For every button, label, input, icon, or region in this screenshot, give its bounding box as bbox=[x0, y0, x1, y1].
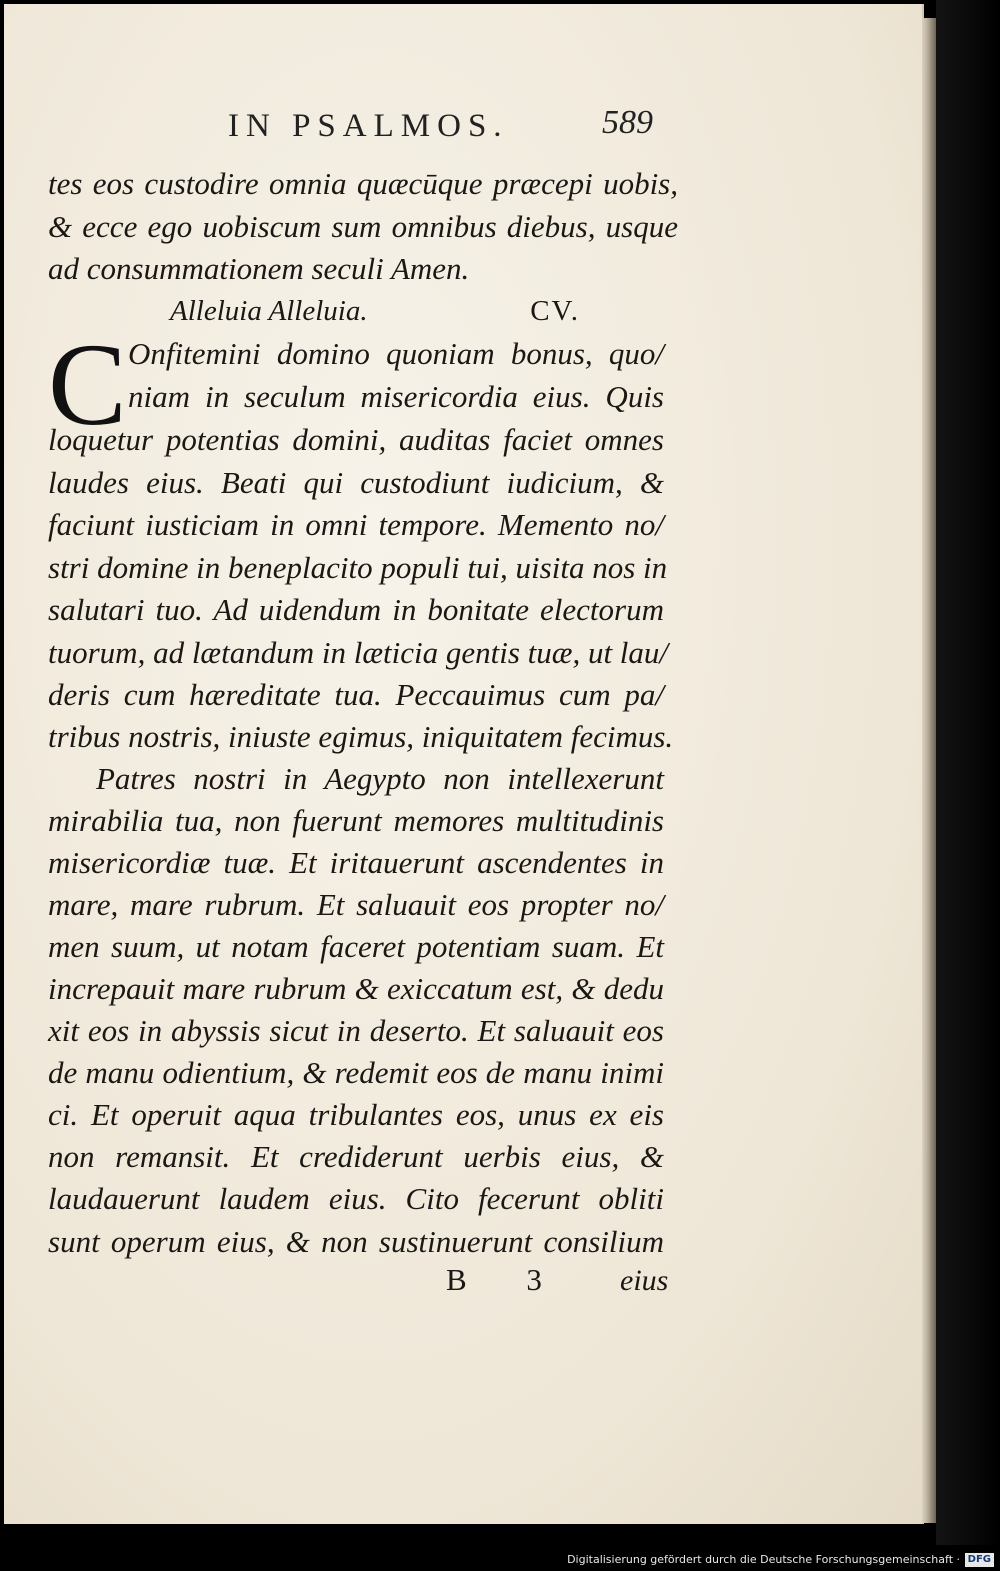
drop-cap-initial: C bbox=[48, 319, 127, 450]
text-line: & ecce ego uobiscum sum omnibus diebus, usque bbox=[48, 209, 678, 244]
text-line: Patres nostri in Aegypto non intellexerunt bbox=[96, 761, 664, 796]
text-line: stri domine in beneplacito populi tui, uisita nos in bbox=[48, 550, 668, 585]
text-line: Onfitemini domino quoniam bonus, quo/ bbox=[128, 336, 664, 371]
text-line: tribus nostris, iniuste egimus, iniquitatem fecimus. bbox=[48, 719, 674, 754]
text-line: loquetur potentias domini, auditas faciet omnes bbox=[48, 422, 664, 457]
text-line: ci. Et operuit aqua tribulantes eos, unus ex eis bbox=[48, 1097, 664, 1132]
running-head: IN PSALMOS. bbox=[228, 108, 509, 144]
text-line: laudauerunt laudem eius. Cito fecerunt obliti bbox=[48, 1181, 664, 1216]
signature-mark: B 3 bbox=[446, 1262, 568, 1297]
text-line: salutari tuo. Ad uidendum in bonitate electorum bbox=[48, 592, 664, 627]
text-line: misericordiæ tuæ. Et iritauerunt ascendentes in bbox=[48, 845, 664, 880]
psalm-heading bbox=[170, 295, 580, 328]
text-line: deris cum hæreditate tua. Peccauimus cum pa/ bbox=[48, 677, 664, 712]
folio-number: 589 bbox=[602, 104, 653, 141]
text-line: tuorum, ad lætandum in læticia gentis tuæ, ut lau/ bbox=[48, 635, 669, 670]
psalm-heading-title: Alleluia Alleluia. bbox=[170, 295, 368, 327]
psalm-number: CV. bbox=[530, 295, 580, 327]
text-line: xit eos in abyssis sicut in deserto. Et saluauit eos bbox=[48, 1013, 664, 1048]
digitization-credit: Digitalisierung gefördert durch die Deutsche Forschungsgemeinschaft · bbox=[567, 1553, 960, 1566]
page-edges bbox=[922, 18, 936, 1523]
text-line: de manu odientium, & redemit eos de manu inimi bbox=[48, 1055, 664, 1090]
text-line: mare, mare rubrum. Et saluauit eos propter no/ bbox=[48, 887, 664, 922]
dfg-logo: DFG bbox=[965, 1553, 994, 1567]
text-line: laudes eius. Beati qui custodiunt iudicium, & bbox=[48, 465, 664, 500]
text-line: non remansit. Et crediderunt uerbis eius, & bbox=[48, 1139, 664, 1174]
text-line: faciunt iusticiam in omni tempore. Memento no/ bbox=[48, 507, 664, 542]
text-line: tes eos custodire omnia quæcūque præcepi uobis, bbox=[48, 166, 678, 201]
text-line: sunt operum eius, & non sustinuerunt consilium bbox=[48, 1224, 664, 1259]
catchword: eius bbox=[620, 1264, 669, 1297]
text-line: men suum, ut notam faceret potentiam suam. Et bbox=[48, 929, 664, 964]
text-line: increpauit mare rubrum & exiccatum est, & dedu bbox=[48, 971, 664, 1006]
book-spine bbox=[936, 0, 1000, 1545]
text-line: mirabilia tua, non fuerunt memores multitudinis bbox=[48, 803, 664, 838]
text-line: ad consummationem seculi Amen. bbox=[48, 251, 470, 286]
text-line: niam in seculum misericordia eius. Quis bbox=[128, 379, 664, 414]
